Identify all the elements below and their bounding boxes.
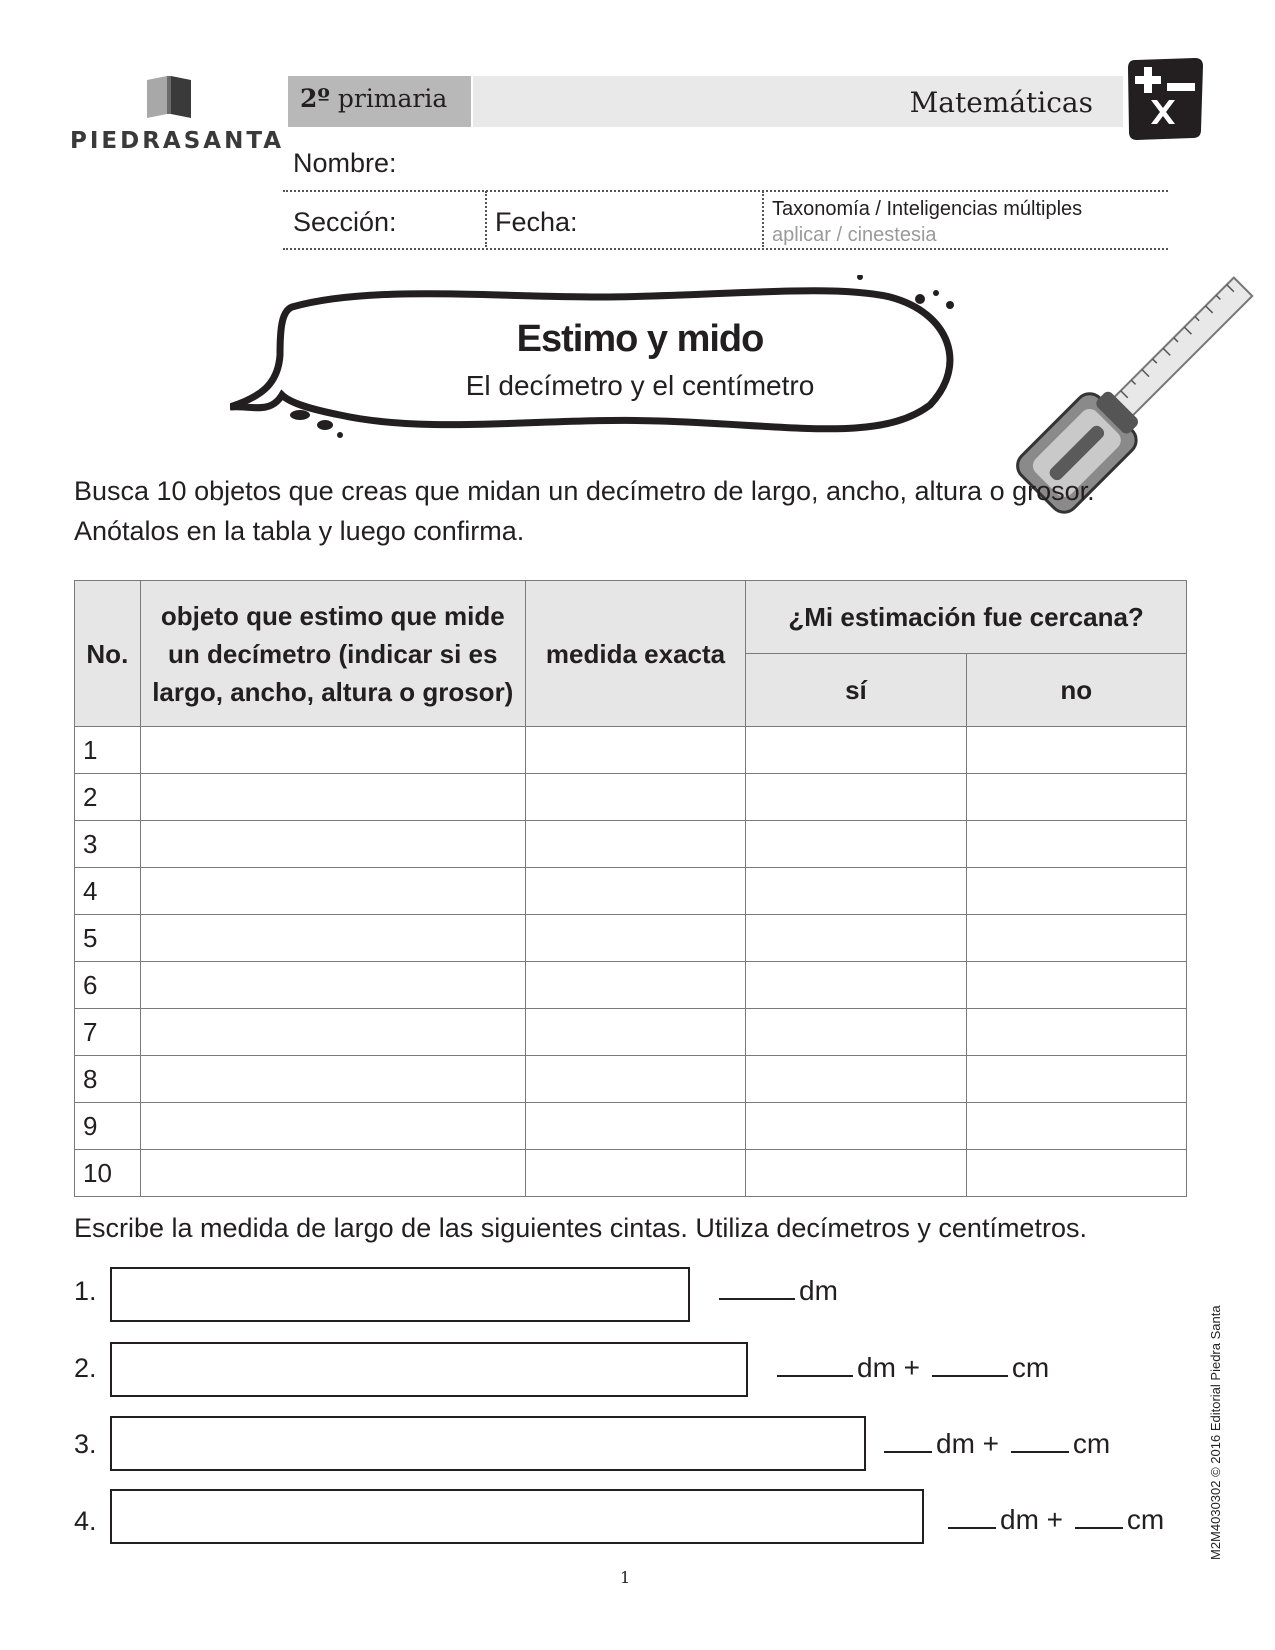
no-cell[interactable] — [966, 727, 1186, 774]
row-number: 10 — [75, 1150, 141, 1197]
col-header-number: No. — [75, 581, 141, 727]
no-cell[interactable] — [966, 962, 1186, 1009]
yes-cell[interactable] — [746, 1150, 966, 1197]
unit-label: cm — [1126, 1504, 1165, 1535]
table-row — [75, 1009, 1187, 1056]
measure-cell[interactable] — [525, 1150, 745, 1197]
row-number: 8 — [75, 1056, 141, 1103]
col-header-estimate: ¿Mi estimación fue cercana? — [746, 581, 1187, 654]
measure-cell[interactable] — [525, 727, 745, 774]
no-cell[interactable] — [966, 1103, 1186, 1150]
object-cell[interactable] — [140, 774, 525, 821]
table-row — [75, 915, 1187, 962]
subject-bar — [473, 76, 1123, 127]
answer-blank[interactable] — [932, 1375, 1008, 1377]
measure-cell[interactable] — [525, 962, 745, 1009]
col-header-no: no — [966, 654, 1186, 727]
tape-strip — [110, 1416, 866, 1471]
row-number: 9 — [75, 1103, 141, 1150]
no-cell[interactable] — [966, 868, 1186, 915]
no-cell[interactable] — [966, 1009, 1186, 1056]
unit-label: cm — [1072, 1428, 1111, 1459]
worksheet-title: Estimo y mido — [516, 318, 764, 360]
yes-cell[interactable] — [746, 1103, 966, 1150]
no-cell[interactable] — [966, 1056, 1186, 1103]
yes-cell[interactable] — [746, 868, 966, 915]
no-cell[interactable] — [966, 1150, 1186, 1197]
worksheet-subtitle: El decímetro y el centímetro — [465, 370, 815, 401]
answer-blank[interactable] — [719, 1298, 795, 1300]
name-line — [283, 190, 1168, 192]
row-number: 1 — [75, 727, 141, 774]
taxonomy-label: Taxonomía / Inteligencias múltiples — [772, 198, 1083, 220]
exercise-number: 1. — [74, 1276, 97, 1306]
title-bubble — [230, 275, 990, 455]
estimation-table — [74, 580, 1187, 1197]
publisher-logo — [70, 74, 285, 164]
row-number: 2 — [75, 774, 141, 821]
publisher-name: PIEDRASANTA — [70, 128, 285, 154]
measure-cell[interactable] — [525, 821, 745, 868]
yes-cell[interactable] — [746, 821, 966, 868]
instruction-line: Anótalos en la tabla y luego confirma. — [74, 516, 525, 546]
measure-cell[interactable] — [525, 1103, 745, 1150]
yes-cell[interactable] — [746, 1009, 966, 1056]
col-header-object: objeto que estimo que mide un decímetro (indicar si es largo, ancho, altura o grosor) — [140, 581, 525, 727]
measure-cell[interactable] — [525, 915, 745, 962]
grade-badge — [288, 76, 471, 127]
col-header-yes: sí — [746, 654, 966, 727]
object-cell[interactable] — [140, 915, 525, 962]
copyright-notice: M2M4030302 © 2016 Editorial Piedra Santa — [1208, 1305, 1223, 1560]
unit-label: dm — [799, 1275, 838, 1306]
name-label: Nombre: — [293, 148, 397, 178]
yes-cell[interactable] — [746, 774, 966, 821]
unit-label: dm + — [1000, 1504, 1064, 1535]
yes-cell[interactable] — [746, 962, 966, 1009]
table-row — [75, 1150, 1187, 1197]
section-line — [283, 248, 1168, 250]
measure-cell[interactable] — [525, 774, 745, 821]
table-row — [75, 868, 1187, 915]
taxonomy-value: aplicar / cinestesia — [772, 224, 937, 246]
row-number: 7 — [75, 1009, 141, 1056]
date-label: Fecha: — [495, 207, 578, 237]
object-cell[interactable] — [140, 1009, 525, 1056]
answer-blank[interactable] — [884, 1451, 932, 1453]
page-number: 1 — [620, 1568, 631, 1587]
exercise-number: 3. — [74, 1429, 97, 1459]
section-label: Sección: — [293, 207, 397, 237]
exercise-number: 2. — [74, 1353, 97, 1383]
table-row — [75, 962, 1187, 1009]
field-divider — [485, 191, 487, 247]
yes-cell[interactable] — [746, 727, 966, 774]
table-row — [75, 774, 1187, 821]
object-cell[interactable] — [140, 1150, 525, 1197]
answer-field[interactable] — [944, 1504, 1164, 1536]
no-cell[interactable] — [966, 915, 1186, 962]
answer-blank[interactable] — [1075, 1527, 1123, 1529]
no-cell[interactable] — [966, 821, 1186, 868]
grade-number: 2º — [300, 84, 330, 113]
row-number: 6 — [75, 962, 141, 1009]
table-row — [75, 821, 1187, 868]
field-divider — [762, 191, 764, 247]
instruction-line: Busca 10 objetos que creas que midan un decímetro de largo, ancho, altura o grosor. — [74, 476, 1095, 506]
unit-label: cm — [1011, 1352, 1050, 1383]
object-cell[interactable] — [140, 727, 525, 774]
exercise-number: 4. — [74, 1506, 97, 1536]
grade-word: primaria — [337, 84, 448, 113]
row-number: 5 — [75, 915, 141, 962]
tape-strip — [110, 1267, 690, 1322]
table-row — [75, 727, 1187, 774]
object-cell[interactable] — [140, 1103, 525, 1150]
tapes-instruction: Escribe la medida de largo de las siguientes cintas. Utiliza decímetros y centímetros. — [74, 1213, 1087, 1243]
tape-strip — [110, 1489, 924, 1544]
answer-blank[interactable] — [948, 1527, 996, 1529]
unit-label: dm + — [857, 1352, 921, 1383]
yes-cell[interactable] — [746, 915, 966, 962]
answer-blank[interactable] — [777, 1375, 853, 1377]
book-icon — [145, 74, 195, 120]
object-cell[interactable] — [140, 962, 525, 1009]
measure-cell[interactable] — [525, 1009, 745, 1056]
yes-cell[interactable] — [746, 1056, 966, 1103]
measure-cell[interactable] — [525, 1056, 745, 1103]
row-number: 3 — [75, 821, 141, 868]
object-cell[interactable] — [140, 1056, 525, 1103]
answer-field[interactable] — [880, 1428, 1110, 1460]
measure-cell[interactable] — [525, 868, 745, 915]
answer-blank[interactable] — [1011, 1451, 1069, 1453]
unit-label: dm + — [936, 1428, 1000, 1459]
math-operations-icon — [1125, 56, 1205, 142]
grade-label — [300, 84, 447, 113]
object-cell[interactable] — [140, 821, 525, 868]
no-cell[interactable] — [966, 774, 1186, 821]
table-row — [75, 1103, 1187, 1150]
row-number: 4 — [75, 868, 141, 915]
object-cell[interactable] — [140, 868, 525, 915]
answer-field[interactable] — [773, 1352, 1049, 1384]
tape-strip — [110, 1342, 748, 1397]
table-row — [75, 1056, 1187, 1103]
subject-title: Matemáticas — [909, 86, 1093, 119]
answer-field[interactable] — [715, 1275, 838, 1307]
col-header-measure: medida exacta — [525, 581, 745, 727]
